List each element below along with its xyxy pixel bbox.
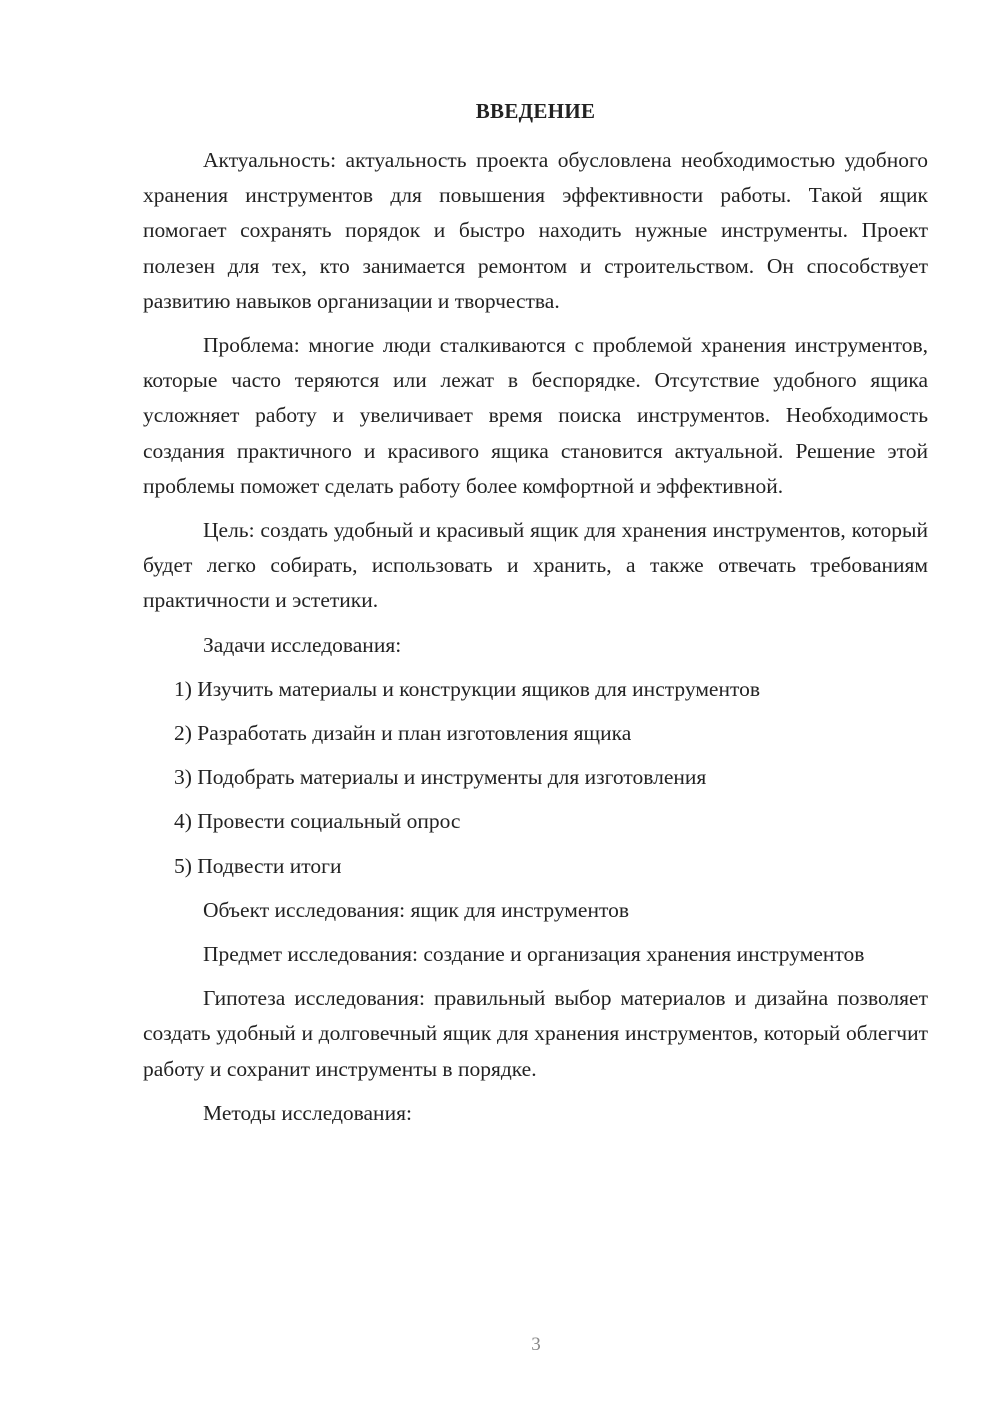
task-item: 1) Изучить материалы и конструкции ящиков для инструментов	[174, 676, 760, 701]
page-title: ВВЕДЕНИЕ	[475, 99, 596, 123]
paragraph-hypothesis: Гипотеза исследования: правильный выбор материалов и дизайна позволяет создать удобный и долговечный ящик для хранения инструментов, который облегчит работу и сохранит инструменты в порядке.	[143, 986, 928, 1081]
paragraph-goal: Цель: создать удобный и красивый ящик для хранения инструментов, который будет легко собирать, использовать и хранить, а также отвечать требованиям практичности и эстетики.	[143, 518, 928, 613]
document-body	[143, 143, 928, 1140]
paragraph-subject: Предмет исследования: создание и организация хранения инструментов	[203, 942, 865, 967]
tasks-heading: Задачи исследования:	[203, 632, 402, 657]
paragraph-problem: Проблема: многие люди сталкиваются с проблемой хранения инструментов, которые часто теряются или лежат в беспорядке. Отсутствие удобного ящика усложняет работу и увеличивает время поиска инструментов. Необходимость создания практичного и красивого ящика становится актуальной. Решение этой проблемы поможет сделать работу более комфортной и эффективной.	[143, 333, 928, 498]
task-item: 3) Подобрать материалы и инструменты для изготовления	[174, 765, 707, 790]
task-item: 4) Провести социальный опрос	[174, 809, 461, 834]
methods-heading: Методы исследования:	[203, 1100, 412, 1125]
task-item: 5) Подвести итоги	[174, 853, 342, 878]
paragraph-relevance: Актуальность: актуальность проекта обусловлена необходимостью удобного хранения инструментов для повышения эффективности работы. Такой ящик помогает сохранять порядок и быстро находить нужные инструменты. Проект полезен для тех, кто занимается ремонтом и строительством. Он способствует развитию навыков организации и творчества.	[143, 148, 928, 313]
page-number: 3	[531, 1334, 541, 1355]
task-item: 2) Разработать дизайн и план изготовления ящика	[174, 721, 632, 746]
paragraph-object: Объект исследования: ящик для инструментов	[203, 897, 629, 922]
